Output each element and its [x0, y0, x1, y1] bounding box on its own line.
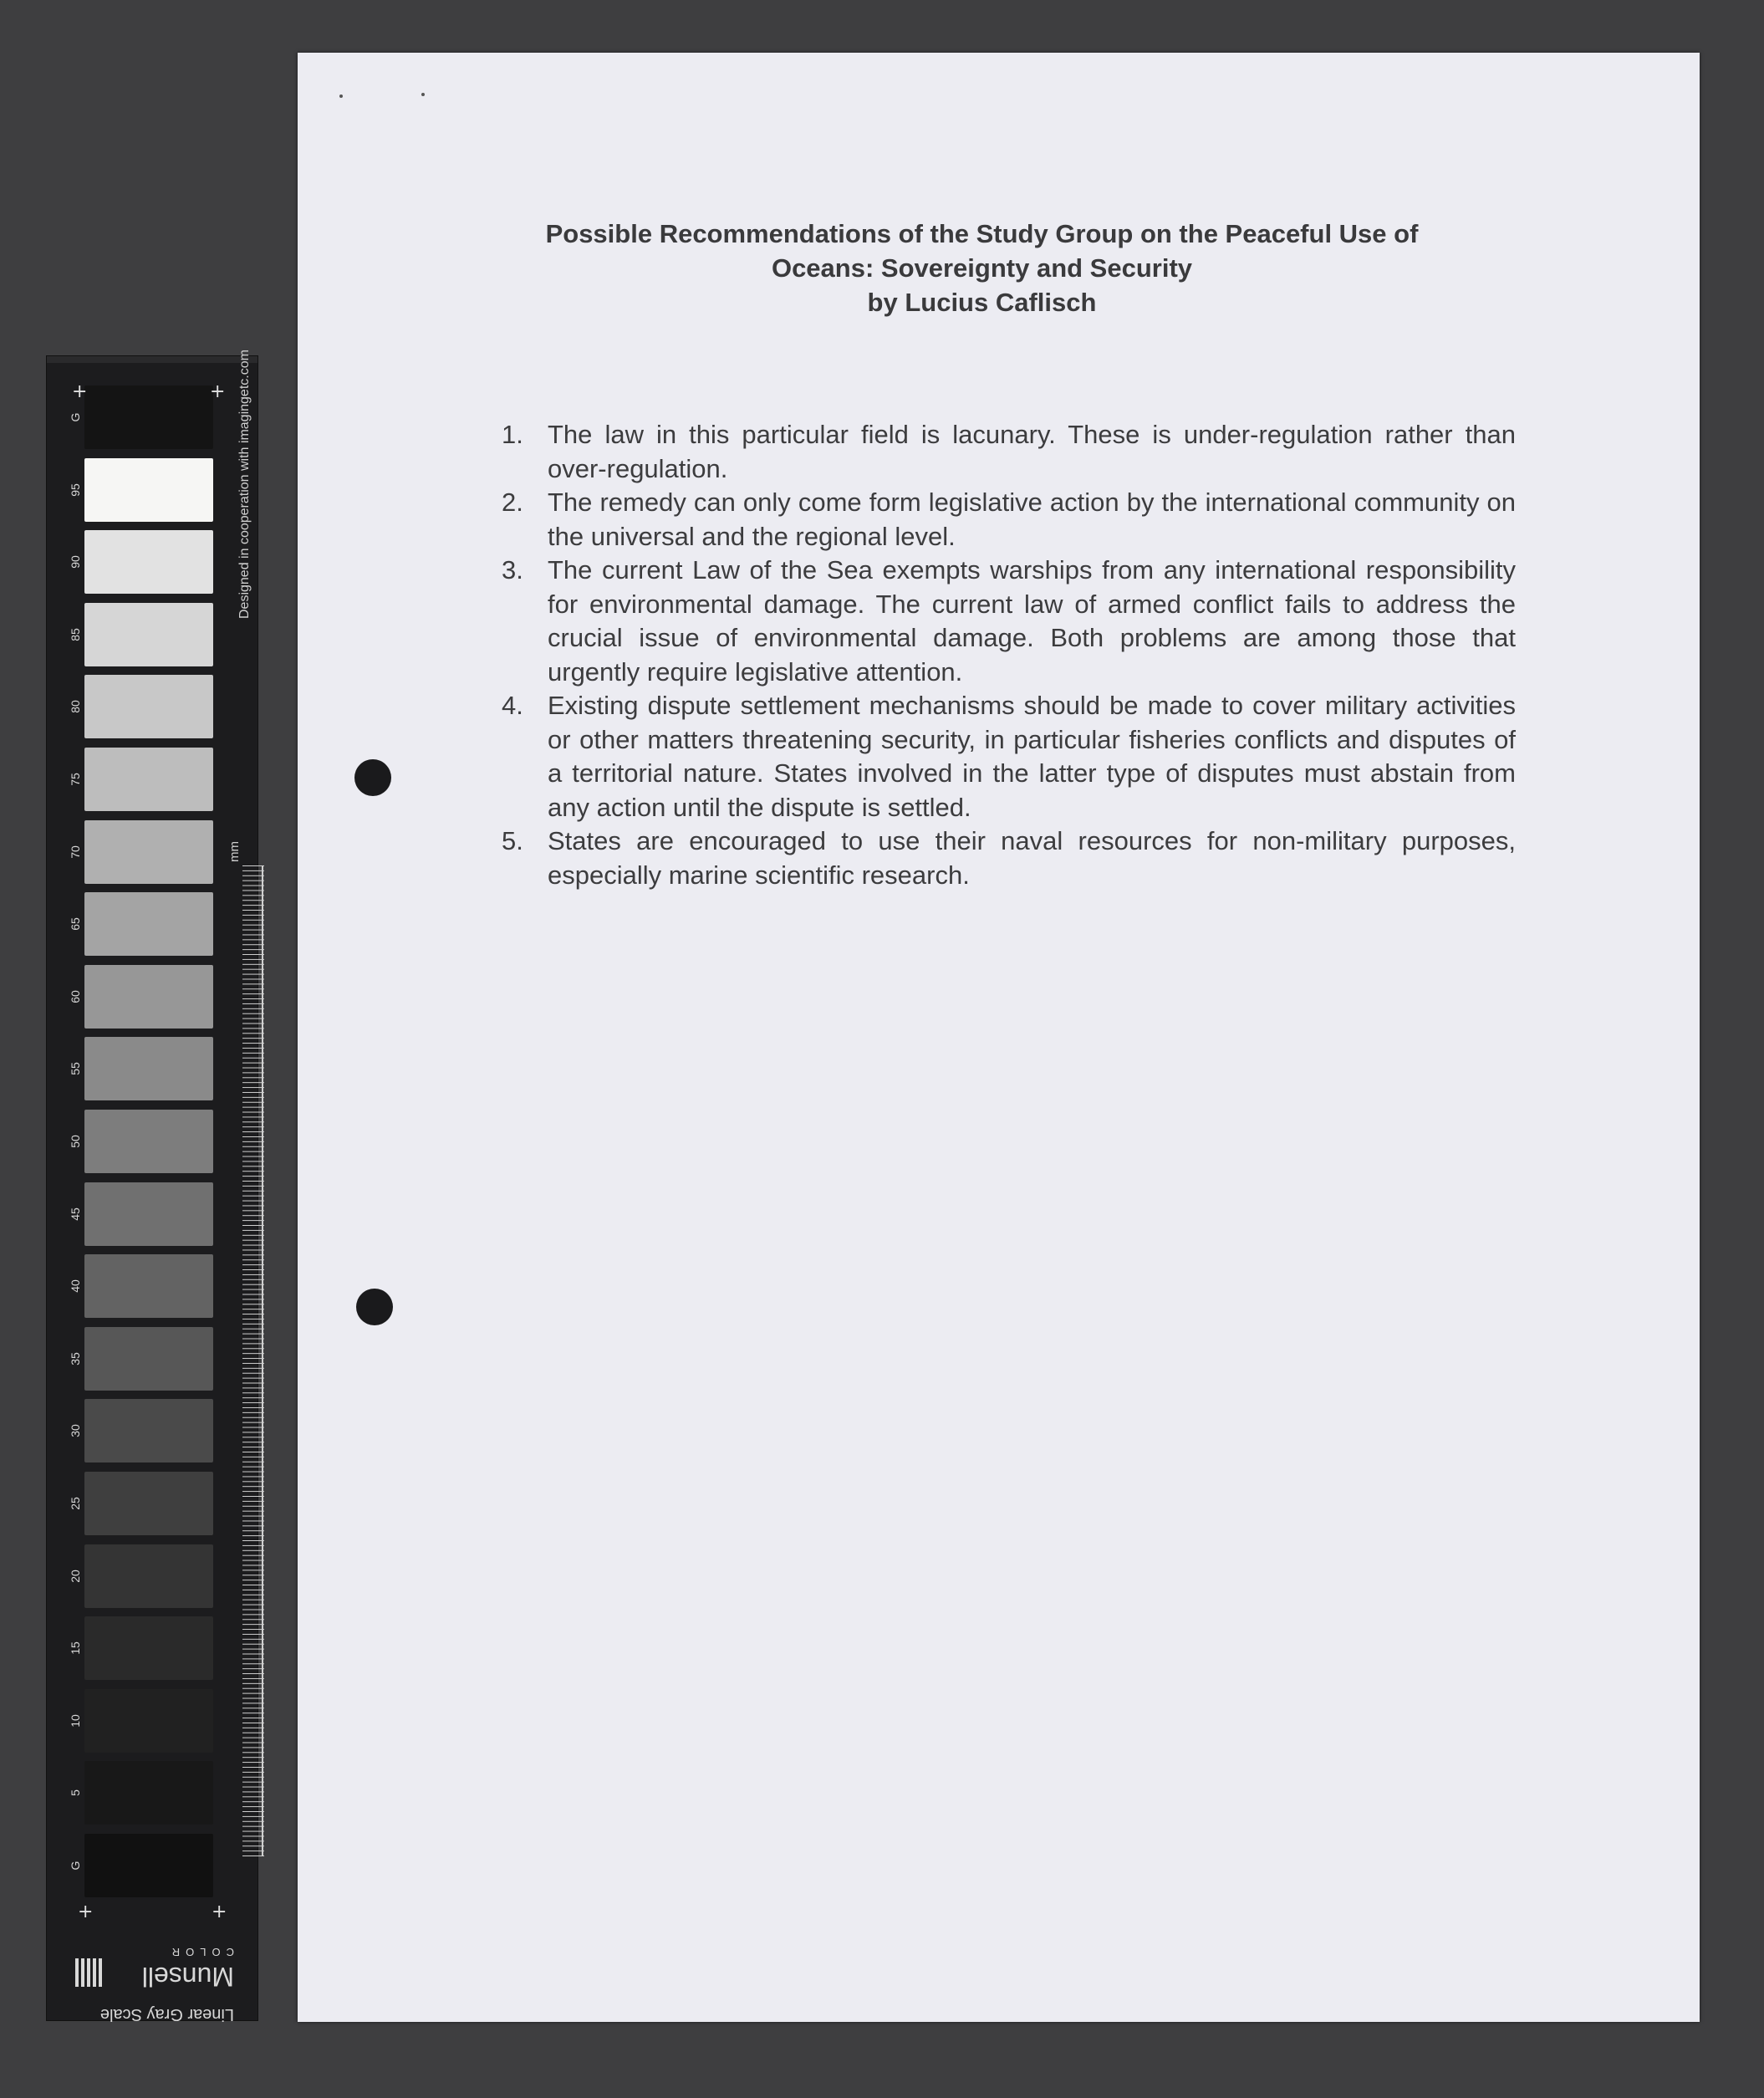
patch-label: 35: [69, 1352, 82, 1365]
gray-patch: [84, 1327, 213, 1391]
patch-label: 20: [69, 1569, 82, 1583]
patch-label: 5: [69, 1789, 82, 1797]
brand-name: Munsell: [141, 1962, 234, 1992]
patch-label: G: [69, 1861, 82, 1871]
list-item: [502, 824, 1516, 892]
author-line: by Lucius Caflisch: [867, 288, 1097, 317]
registration-mark: +: [212, 1901, 227, 1922]
patch-label: 10: [69, 1714, 82, 1728]
munsell-brand: [67, 1932, 234, 2024]
target-top-edge: [47, 356, 257, 363]
gray-patch: [84, 385, 213, 449]
list-item: [502, 689, 1516, 824]
item-number: 2.: [502, 487, 523, 517]
gray-patch: [84, 965, 213, 1029]
document-page: [298, 53, 1700, 2022]
patch-label: 65: [69, 917, 82, 931]
item-number: 5.: [502, 826, 523, 855]
patch-label: 45: [69, 1207, 82, 1221]
gray-patch: [84, 1182, 213, 1246]
item-text: The law in this particular field is lacunary. These is under-regulation rather than over-regulation.: [548, 420, 1516, 483]
gray-patch: [84, 530, 213, 594]
gray-patch: [84, 1761, 213, 1825]
patch-label: 50: [69, 1135, 82, 1148]
list-item: [502, 486, 1516, 554]
patch-label: 15: [69, 1641, 82, 1655]
registration-mark: +: [210, 381, 226, 402]
patch-label: 30: [69, 1424, 82, 1438]
gray-patch: [84, 1616, 213, 1680]
patch-label: 90: [69, 555, 82, 569]
gray-patch: [84, 458, 213, 522]
paper-speck: [421, 93, 425, 96]
ruler-unit-label: mm: [227, 841, 242, 862]
item-text: Existing dispute settlement mechanisms should be made to cover military activities or other matters threatening security, in particular fisheries conflicts and disputes of a territorial nature. States involved in the latter type of disputes must abstain from any action until the dispute is settled.: [548, 691, 1516, 822]
gray-patch: [84, 675, 213, 738]
punch-hole: [356, 1289, 393, 1325]
gray-patch: [84, 1254, 213, 1318]
gray-patch: [84, 748, 213, 811]
gray-scale-target: [46, 355, 258, 2021]
item-text: The remedy can only come form legislative action by the international community on the universal and the regional level.: [548, 487, 1516, 551]
gray-patch: [84, 1544, 213, 1608]
document-title: [298, 217, 1700, 319]
gray-patch: [84, 603, 213, 666]
patch-label: 70: [69, 845, 82, 859]
item-text: The current Law of the Sea exempts warships from any international responsibility for environmental damage. The current law of armed conflict fails to address the crucial issue of environmental damage. Both problems are among those that urgently require legislative attention.: [548, 555, 1516, 687]
recommendations-list: [502, 418, 1516, 892]
item-number: 3.: [502, 555, 523, 584]
gray-patch: [84, 1399, 213, 1462]
gray-patch: [84, 892, 213, 956]
gray-patch: [84, 1037, 213, 1100]
patch-label: 85: [69, 628, 82, 641]
patch-label: 60: [69, 990, 82, 1003]
designed-credit: Designed in cooperation with imagingetc.com: [237, 350, 252, 619]
item-number: 1.: [502, 420, 523, 449]
gray-patch: [84, 1472, 213, 1535]
brand-subtitle: COLOR: [166, 1946, 234, 1958]
scale-name: Linear Gray Scale: [99, 2005, 234, 2024]
list-item: [502, 418, 1516, 486]
list-item: [502, 554, 1516, 689]
paper-speck: [339, 94, 343, 98]
patch-label: 75: [69, 773, 82, 786]
registration-mark: +: [72, 381, 88, 402]
patch-label: G: [69, 412, 82, 422]
patch-label: 55: [69, 1062, 82, 1076]
ruler-baseline: [262, 865, 263, 1856]
patch-label: 80: [69, 700, 82, 714]
munsell-logo-icon: [74, 1958, 102, 1987]
gray-patch: [84, 1834, 213, 1897]
patch-label: 95: [69, 482, 82, 497]
title-line: Possible Recommendations of the Study Group on the Peaceful Use of: [545, 219, 1419, 248]
item-number: 4.: [502, 691, 523, 720]
item-text: States are encouraged to use their naval resources for non-military purposes, especially marine scientific research.: [548, 826, 1516, 890]
gray-patch: [84, 1110, 213, 1173]
patch-label: 40: [69, 1279, 82, 1293]
patch-label: 25: [69, 1497, 82, 1510]
title-line: Oceans: Sovereignty and Security: [771, 253, 1193, 283]
gray-patch: [84, 1689, 213, 1753]
registration-mark: +: [78, 1901, 94, 1922]
gray-patch: [84, 820, 213, 884]
punch-hole: [354, 759, 391, 796]
